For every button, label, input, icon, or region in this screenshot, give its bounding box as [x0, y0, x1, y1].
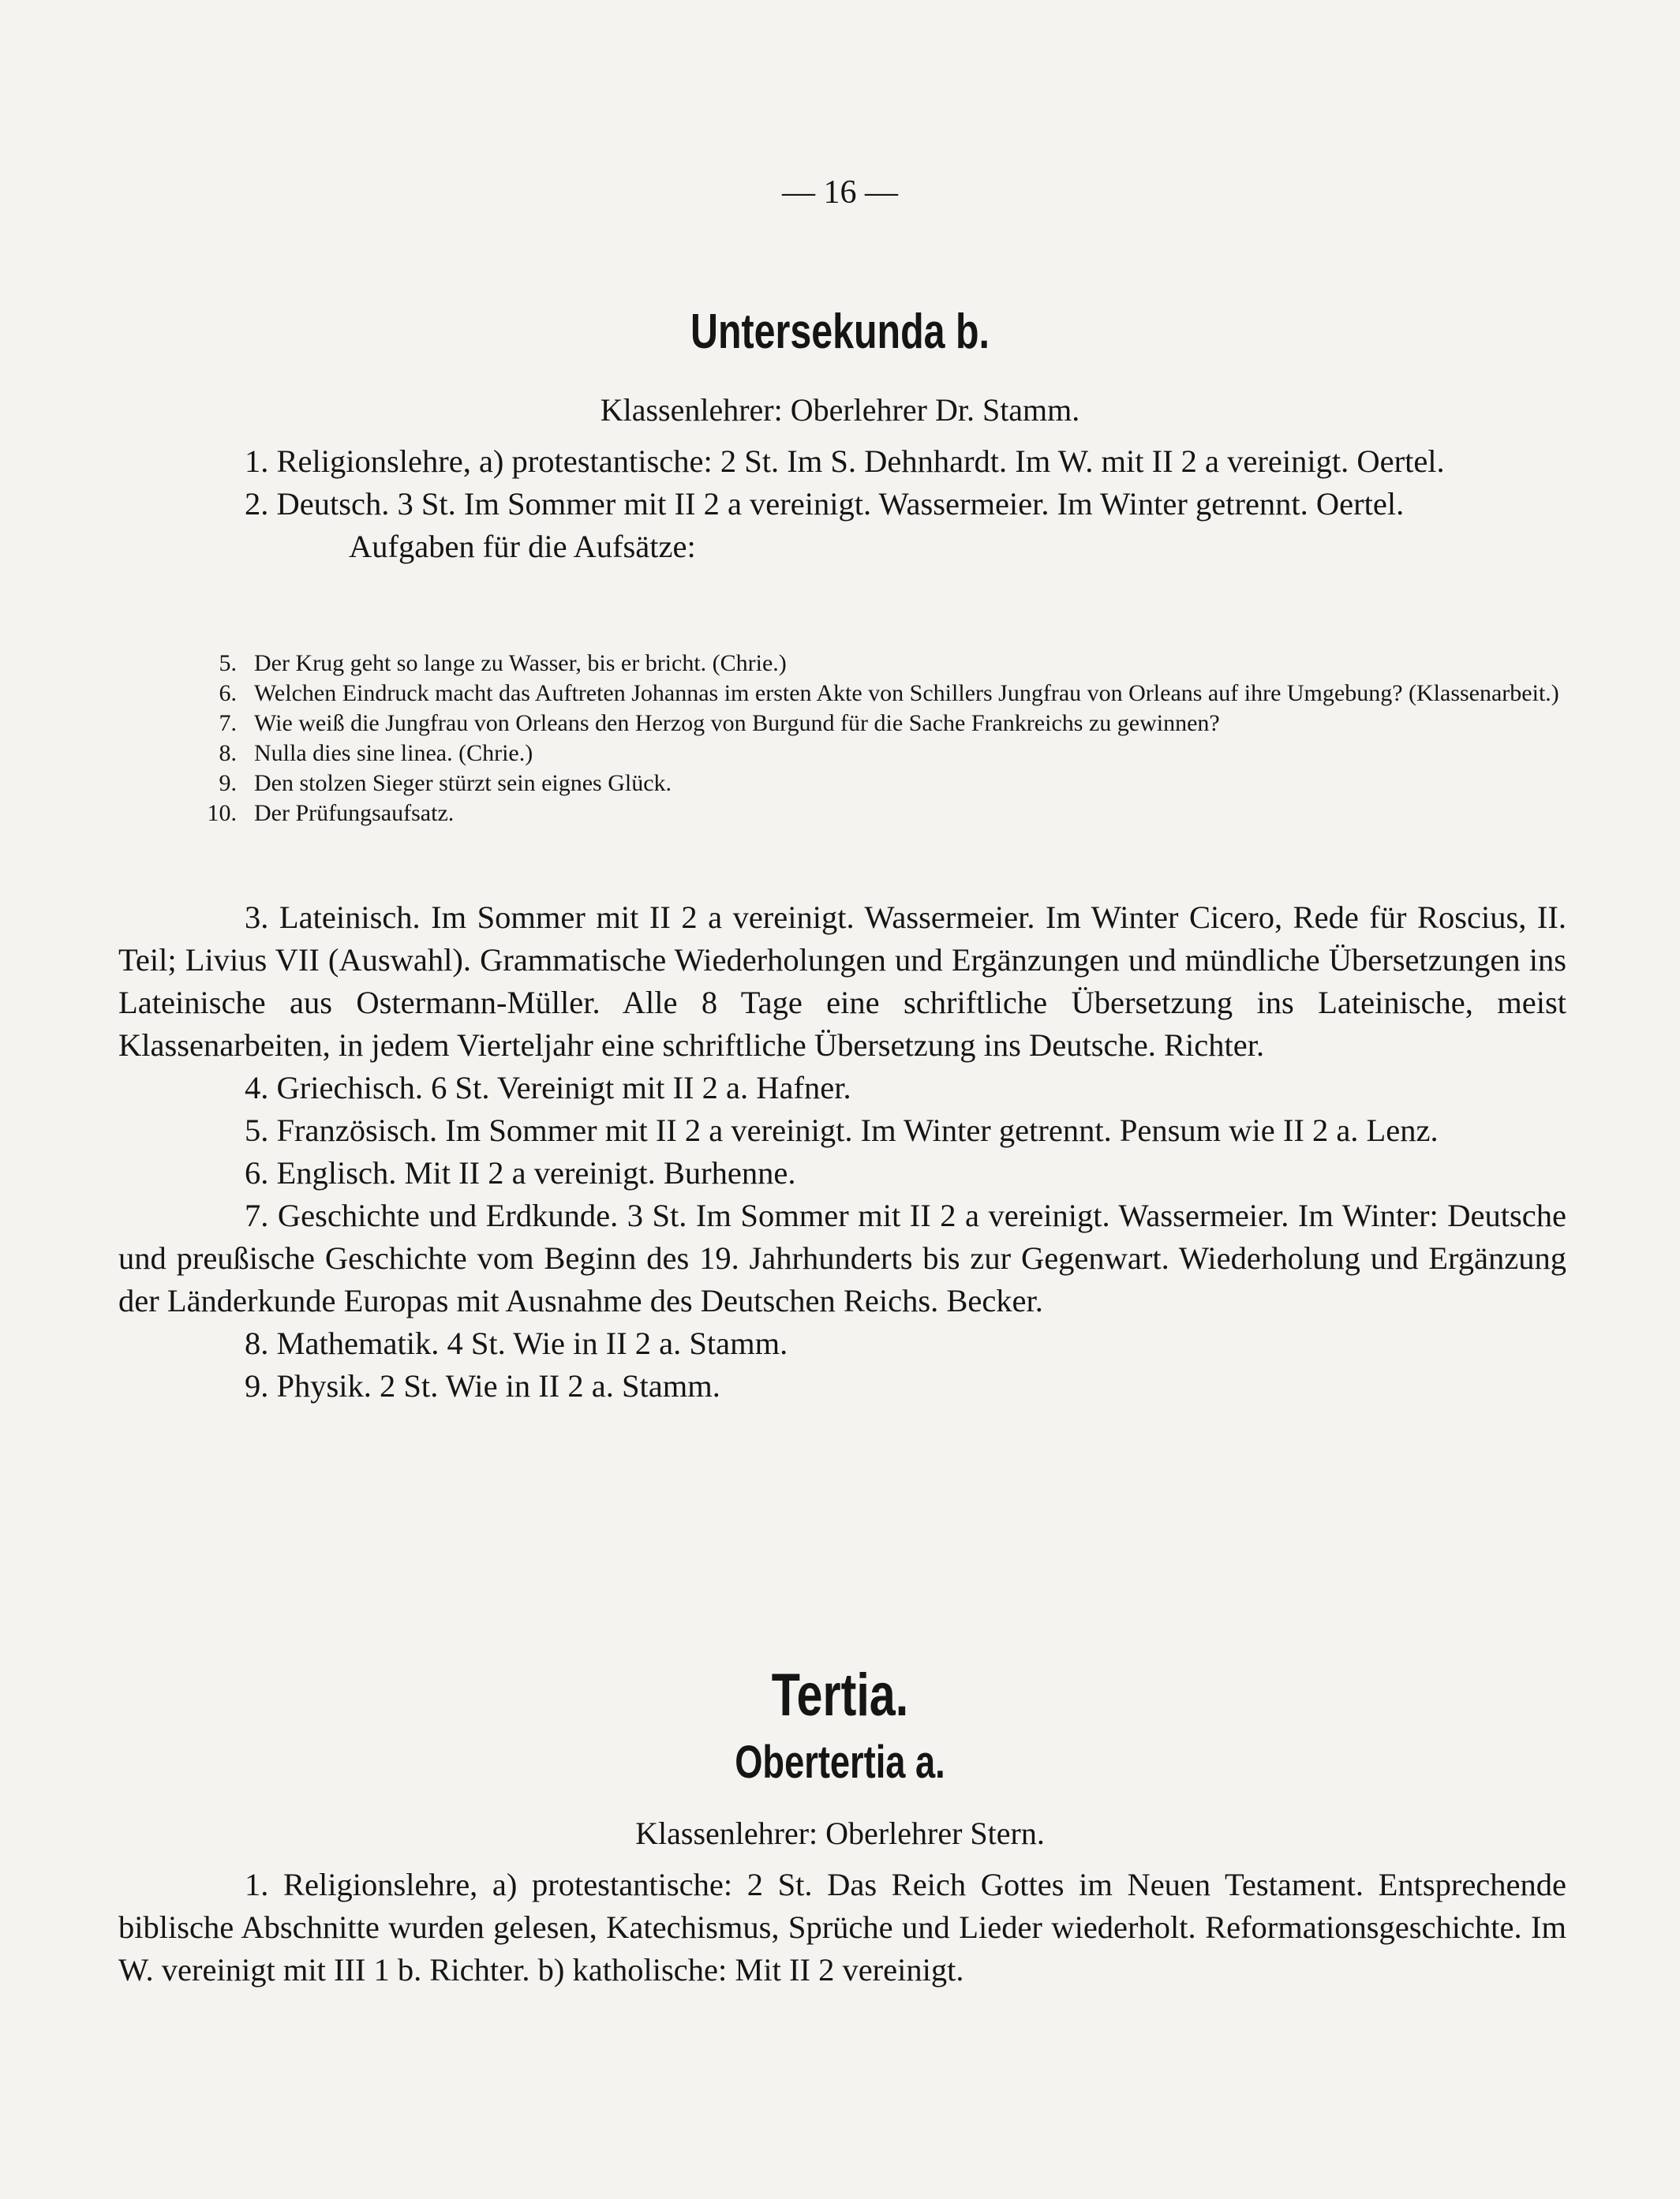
section-heading-untersekunda-b: Untersekunda b.: [690, 305, 990, 359]
subject-religion: 1. Religionslehre, a) protestantische: 2 St. Das Reich Gottes im Neuen Testament. Entsprechende biblische Abschnitte wurden gelesen, Katechismus, Sprüche und Lieder wiederholt. Reformationsgeschichte. Im W. vereinigt mit III 1 b. Richter. b) katholische: Mit II 2 vereinigt.: [118, 1867, 1566, 1988]
subject-physik: 9. Physik. 2 St. Wie in II 2 a. Stamm.: [245, 1368, 720, 1404]
subjects-block-2: [118, 896, 1566, 1408]
subject-englisch: 6. Englisch. Mit II 2 a vereinigt. Burhenne.: [245, 1155, 796, 1191]
essay-topics-list: [118, 649, 1566, 828]
class-teacher-line: Klassenlehrer: Oberlehrer Stern.: [635, 1816, 1045, 1851]
subjects-block-1: [118, 440, 1566, 568]
list-item: 7. Wie weiß die Jungfrau von Orleans den Herzog von Burgund für die Sache Frankreichs zu gewinnen?: [219, 710, 1220, 736]
subject-mathematik: 8. Mathematik. 4 St. Wie in II 2 a. Stamm.: [245, 1326, 788, 1361]
subject-geschichte: 7. Geschichte und Erdkunde. 3 St. Im Sommer mit II 2 a vereinigt. Wassermeier. Im Winter: Deutsche und preußische Geschichte vom Beginn des 19. Jahrhunderts bis zur Gegenwart. Wiederholung und Ergänzung der Länderkunde Europas mit Ausnahme des Deutschen Reichs. Becker.: [118, 1198, 1566, 1318]
subject-deutsch: 2. Deutsch. 3 St. Im Sommer mit II 2 a vereinigt. Wassermeier. Im Winter getrennt. Oertel.: [245, 486, 1405, 522]
subject-franzoesisch: 5. Französisch. Im Sommer mit II 2 a vereinigt. Im Winter getrennt. Pensum wie II 2 a. Lenz.: [245, 1113, 1439, 1148]
subject-griechisch: 4. Griechisch. 6 St. Vereinigt mit II 2 a. Hafner.: [245, 1070, 851, 1105]
subject-latein: 3. Lateinisch. Im Sommer mit II 2 a vereinigt. Wassermeier. Im Winter Cicero, Rede für Roscius, II. Teil; Livius VII (Auswahl). Grammatische Wiederholungen und Ergänzungen und mündliche Übersetzungen ins Lateinische aus Ostermann-Müller. Alle 8 Tage eine schriftliche Übersetzung ins Lateinische, meist Klassenarbeiten, in jedem Vierteljahr eine schriftliche Übersetzung ins Deutsche. Richter.: [118, 899, 1566, 1063]
list-item: 9. Den stolzen Sieger stürzt sein eignes Glück.: [219, 770, 672, 796]
list-item: 5. Der Krug geht so lange zu Wasser, bis er bricht. (Chrie.): [219, 650, 787, 676]
subject-religion: 1. Religionslehre, a) protestantische: 2 St. Im S. Dehnhardt. Im W. mit II 2 a vereinigt. Oertel.: [245, 443, 1445, 479]
section-heading-tertia: Tertia.: [771, 1662, 909, 1729]
essay-tasks-heading: Aufgaben für die Aufsätze:: [349, 529, 696, 564]
list-item: 6. Welchen Eindruck macht das Auftreten Johannas im ersten Akte von Schillers Jungfrau von Orleans auf ihre Umgebung? (Klassenarbeit.): [219, 680, 1559, 706]
section-heading-obertertia-a: Obertertia a.: [735, 1737, 945, 1788]
subjects-block-3: [118, 1864, 1566, 1991]
list-item: 8. Nulla dies sine linea. (Chrie.): [219, 740, 533, 766]
page-number: — 16 —: [782, 174, 898, 211]
class-teacher-line: Klassenlehrer: Oberlehrer Dr. Stamm.: [600, 392, 1080, 428]
list-item: 10. Der Prüfungsaufsatz.: [207, 800, 455, 826]
